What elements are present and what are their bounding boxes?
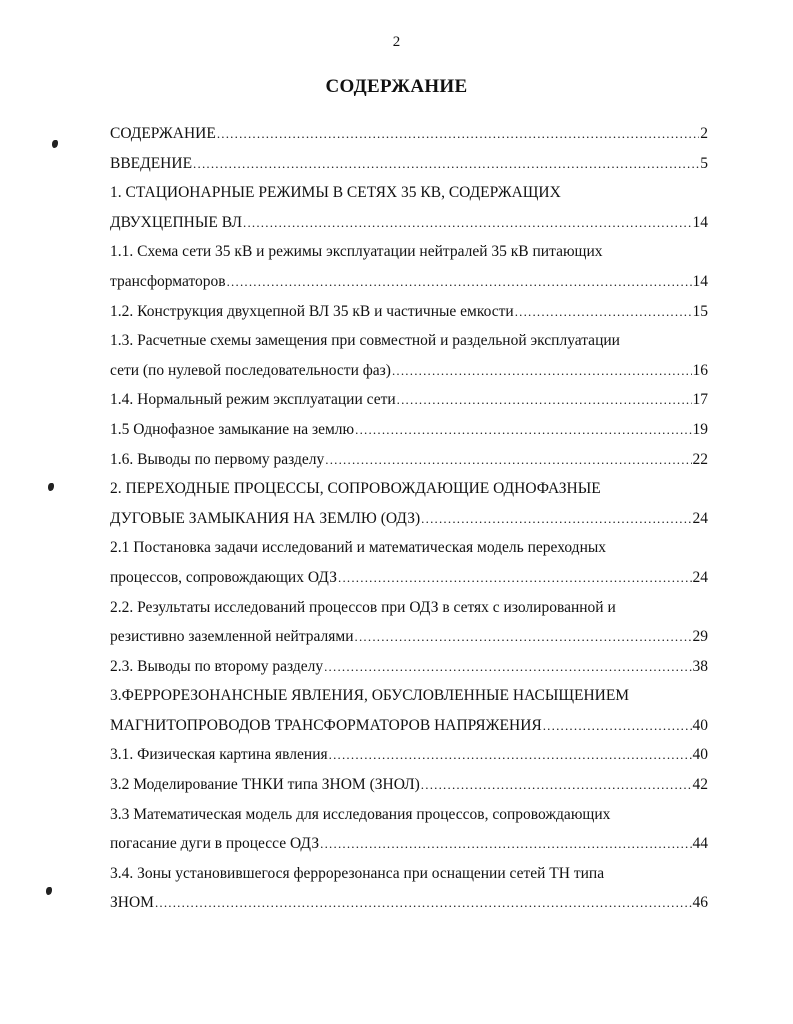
toc-page-number: 14 (692, 213, 708, 231)
dot-leader (193, 149, 699, 179)
toc-entry-line (110, 711, 708, 741)
toc-entry-line (110, 267, 708, 297)
dot-leader (355, 415, 691, 445)
toc-entry-text: ДУГОВЫЕ ЗАМЫКАНИЯ НА ЗЕМЛЮ (ОДЗ) (110, 509, 421, 527)
toc-entry (110, 445, 708, 475)
toc-page-number: 42 (692, 776, 708, 794)
toc-page-number: 44 (692, 835, 708, 853)
toc-entry (110, 800, 708, 859)
toc-entry-text: 1.1. Схема сети 35 кВ и режимы эксплуатации нейтралей 35 кВ питающих (110, 243, 603, 261)
dot-leader (325, 445, 691, 475)
toc-entry (110, 297, 708, 327)
toc-entry-line (110, 415, 708, 445)
toc-entry (110, 740, 708, 770)
binding-hole-mark (48, 483, 54, 491)
toc-entry-line (110, 740, 708, 770)
toc-entry-text: 3.3 Математическая модель для исследования процессов, сопровождающих (110, 805, 611, 823)
toc-entry-text: ЗНОМ (110, 894, 154, 912)
toc-entry-text: трансформаторов (110, 272, 226, 290)
toc-entry-text: 3.1. Физическая картина явления (110, 746, 328, 764)
toc-entry-line (110, 622, 708, 652)
toc-page-number: 38 (692, 657, 708, 675)
toc-entry (110, 593, 708, 652)
toc-entry-line (110, 149, 708, 179)
dot-leader (392, 356, 692, 386)
toc-entry-line (110, 356, 708, 386)
toc-page-number: 14 (692, 272, 708, 290)
toc-entry-line (110, 800, 708, 830)
toc-entry-text: сети (по нулевой последовательности фаз) (110, 361, 391, 379)
toc-entry (110, 119, 708, 149)
toc-entry-text: процессов, сопровождающих ОДЗ (110, 568, 337, 586)
toc-entry (110, 415, 708, 445)
toc-entry-line (110, 888, 708, 918)
dot-leader (421, 770, 692, 800)
toc-page-number: 40 (692, 716, 708, 734)
toc-entry (110, 237, 708, 296)
toc-entry-line (110, 504, 708, 534)
toc-entry-text: МАГНИТОПРОВОДОВ ТРАНСФОРМАТОРОВ НАПРЯЖЕНИЯ (110, 716, 542, 734)
toc-page-number: 22 (692, 450, 708, 468)
toc-entry (110, 178, 708, 237)
dot-leader (324, 652, 691, 682)
toc-entry-line (110, 770, 708, 800)
toc-entry-line (110, 652, 708, 682)
toc-entry-text: резистивно заземленной нейтралями (110, 628, 354, 646)
toc-entry-text: 1.6. Выводы по первому разделу (110, 450, 325, 468)
toc-entry (110, 149, 708, 179)
table-of-contents (110, 119, 708, 918)
toc-entry-line (110, 385, 708, 415)
dot-leader (543, 711, 692, 741)
toc-page-number: 16 (692, 361, 708, 379)
binding-hole-mark (52, 140, 58, 148)
toc-entry (110, 326, 708, 385)
dot-leader (397, 385, 692, 415)
binding-hole-mark (46, 887, 52, 895)
toc-entry (110, 859, 708, 918)
dot-leader (355, 622, 692, 652)
toc-entry-text: 3.ФЕРРОРЕЗОНАНСНЫЕ ЯВЛЕНИЯ, ОБУСЛОВЛЕННЫЕ НАСЫЩЕНИЕМ (110, 687, 630, 705)
toc-entry-line (110, 593, 708, 623)
toc-page-number: 24 (692, 509, 708, 527)
toc-entry-line (110, 563, 708, 593)
toc-entry-text: 1.2. Конструкция двухцепной ВЛ 35 кВ и частичные емкости (110, 302, 514, 320)
toc-entry-text: 2.2. Результаты исследований процессов при ОДЗ в сетях с изолированной и (110, 598, 616, 616)
toc-entry-text: 2.1 Постановка задачи исследований и математическая модель переходных (110, 539, 607, 557)
toc-entry-text: ДВУХЦЕПНЫЕ ВЛ (110, 213, 242, 231)
toc-entry-text: 3.2 Моделирование ТНКИ типа ЗНОМ (ЗНОЛ) (110, 776, 420, 794)
toc-page-number: 17 (692, 391, 708, 409)
toc-entry-line (110, 829, 708, 859)
toc-entry (110, 770, 708, 800)
toc-entry (110, 681, 708, 740)
toc-entry-text: 1.5 Однофазное замыкание на землю (110, 420, 355, 438)
dot-leader (243, 208, 692, 238)
dot-leader (217, 119, 699, 149)
toc-entry-line (110, 474, 708, 504)
toc-entry-text: 1.3. Расчетные схемы замещения при совместной и раздельной эксплуатации (110, 332, 620, 350)
toc-entry-line (110, 297, 708, 327)
toc-page-number: 24 (692, 568, 708, 586)
toc-entry-line (110, 208, 708, 238)
toc-entry-line (110, 533, 708, 563)
dot-leader (421, 504, 691, 534)
toc-entry-line (110, 681, 708, 711)
toc-entry (110, 385, 708, 415)
page-title: СОДЕРЖАНИЕ (325, 76, 468, 97)
dot-leader (155, 888, 692, 918)
toc-entry-text: 1.4. Нормальный режим эксплуатации сети (110, 391, 396, 409)
dot-leader (320, 829, 691, 859)
toc-page-number: 19 (692, 420, 708, 438)
toc-page-number: 46 (692, 894, 708, 912)
toc-entry-text: погасание дуги в процессе ОДЗ (110, 835, 320, 853)
toc-entry-text: ВВЕДЕНИЕ (110, 154, 193, 172)
toc-page-number: 40 (692, 746, 708, 764)
toc-entry-text: 3.4. Зоны установившегося феррорезонанса при оснащении сетей ТН типа (110, 864, 605, 882)
page-number: 2 (392, 34, 401, 50)
toc-page-number: 5 (700, 154, 708, 172)
dot-leader (329, 740, 692, 770)
dot-leader (338, 563, 692, 593)
dot-leader (515, 297, 692, 327)
toc-entry-text: 1. СТАЦИОНАРНЫЕ РЕЖИМЫ В СЕТЯХ 35 КВ, СОДЕРЖАЩИХ (110, 184, 561, 202)
toc-entry-line (110, 119, 708, 149)
toc-entry-line (110, 326, 708, 356)
toc-entry (110, 474, 708, 533)
toc-page-number: 2 (700, 125, 708, 142)
toc-page-number: 15 (692, 302, 708, 320)
toc-entry-line (110, 445, 708, 475)
dot-leader (227, 267, 692, 297)
toc-entry-line (110, 178, 708, 208)
toc-entry-line (110, 237, 708, 267)
toc-entry (110, 652, 708, 682)
toc-entry-line (110, 859, 708, 889)
toc-entry-text: 2.3. Выводы по второму разделу (110, 657, 324, 675)
toc-entry-text: СОДЕРЖАНИЕ (110, 125, 216, 142)
toc-page-number: 29 (692, 628, 708, 646)
toc-entry-text: 2. ПЕРЕХОДНЫЕ ПРОЦЕССЫ, СОПРОВОЖДАЮЩИЕ ОДНОФАЗНЫЕ (110, 480, 601, 498)
toc-entry (110, 533, 708, 592)
